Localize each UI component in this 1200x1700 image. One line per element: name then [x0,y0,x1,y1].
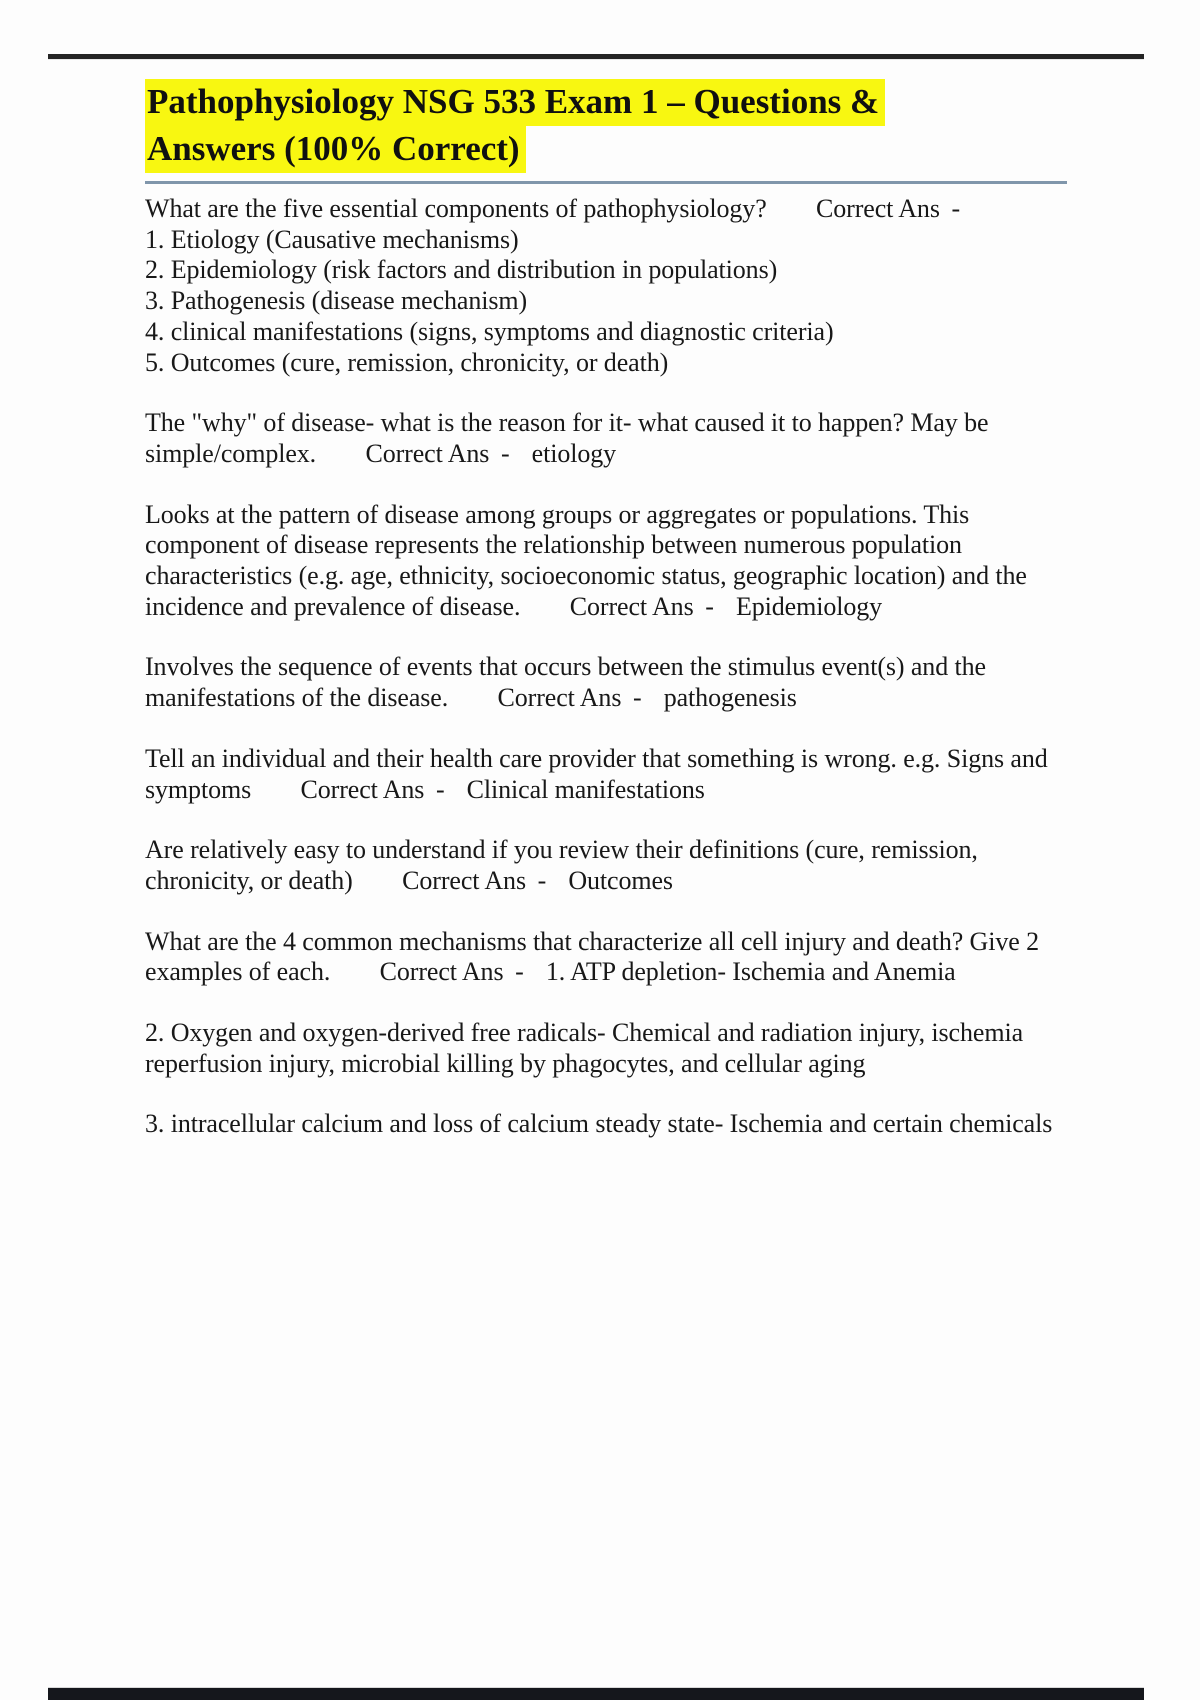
correct-ans-label: Correct Ans [365,438,490,468]
answer-dash: - [537,865,547,895]
correct-ans-label: Correct Ans [816,194,940,223]
paragraph-text: 2. Oxygen and oxygen-derived free radicals- Chemical and radiation injury, ischemia reperfusion injury, microbial killing by phagocytes, and cellular aging [145,1018,1024,1078]
qa-content [145,194,1065,1140]
answer-text: Epidemiology [735,591,883,621]
top-rule [48,54,1144,59]
answer-text: Clinical manifestations [466,774,705,804]
question-text: Tell an individual and their health care provider that something is wrong. e.g. Signs and symptoms [145,743,1048,804]
answer-text: Outcomes [568,865,673,895]
title-line-1: Pathophysiology NSG 533 Exam 1 – Questions & [145,79,885,126]
answer-line: 5. Outcomes (cure, remission, chronicity, or death) [145,347,669,377]
question-text: Looks at the pattern of disease among groups or aggregates or populations. This component of disease represents the relationship between numerous population characteristics (e.g. age, ethnicity, socioeconomic status, geographic location) and the incidence and prevalence of disease. [145,499,1027,621]
question-text: The "why" of disease- what is the reason for it- what caused it to happen? May be simple/complex. [145,408,989,468]
correct-ans-label: Correct Ans [569,591,694,621]
question-text: What are the five essential components of pathophysiology? [145,194,767,223]
qa-paragraph [145,744,1065,805]
answer-text: 1. ATP depletion- Ischemia and Anemia [545,957,956,987]
answer-text: etiology [531,438,617,468]
qa-paragraph [145,652,1065,713]
answer-dash: - [436,774,445,804]
answer-dash: - [633,683,642,713]
question-text: Are relatively easy to understand if you review their definitions (cure, remission, chronicity, or death) [145,835,978,895]
continuation-paragraph [145,1018,1065,1079]
title-line-2: Answers (100% Correct) [145,126,526,173]
correct-ans-label: Correct Ans [402,865,526,895]
qa-paragraph [145,500,1065,623]
question-text: What are the 4 common mechanisms that characterize all cell injury and death? Give 2 examples of each. [145,926,1039,987]
page-title [145,78,1067,184]
correct-ans-label: Correct Ans [379,957,504,987]
answer-dash: - [951,194,961,223]
answer-line: 1. Etiology (Causative mechanisms) [145,224,519,254]
answer-dash: - [501,438,510,468]
answer-dash: - [515,957,524,987]
qa-paragraph [145,835,1065,896]
correct-ans-label: Correct Ans [497,683,622,713]
qa-paragraph [145,408,1065,469]
question-text: Involves the sequence of events that occurs between the stimulus event(s) and the manifestations of the disease. [145,652,986,713]
bottom-bar [48,1688,1144,1700]
answer-line: 4. clinical manifestations (signs, symptoms and diagnostic criteria) [145,316,834,346]
qa-paragraph [145,927,1065,988]
answer-dash: - [705,591,714,621]
answer-line: 3. Pathogenesis (disease mechanism) [145,286,528,316]
paragraph-text: 3. intracellular calcium and loss of calcium steady state- Ischemia and certain chemicals [145,1109,1053,1139]
answer-line: 2. Epidemiology (risk factors and distribution in populations) [145,255,778,285]
qa-paragraph [145,194,1065,378]
answer-text: pathogenesis [663,683,797,713]
correct-ans-label: Correct Ans [300,774,425,804]
continuation-paragraph [145,1109,1065,1140]
